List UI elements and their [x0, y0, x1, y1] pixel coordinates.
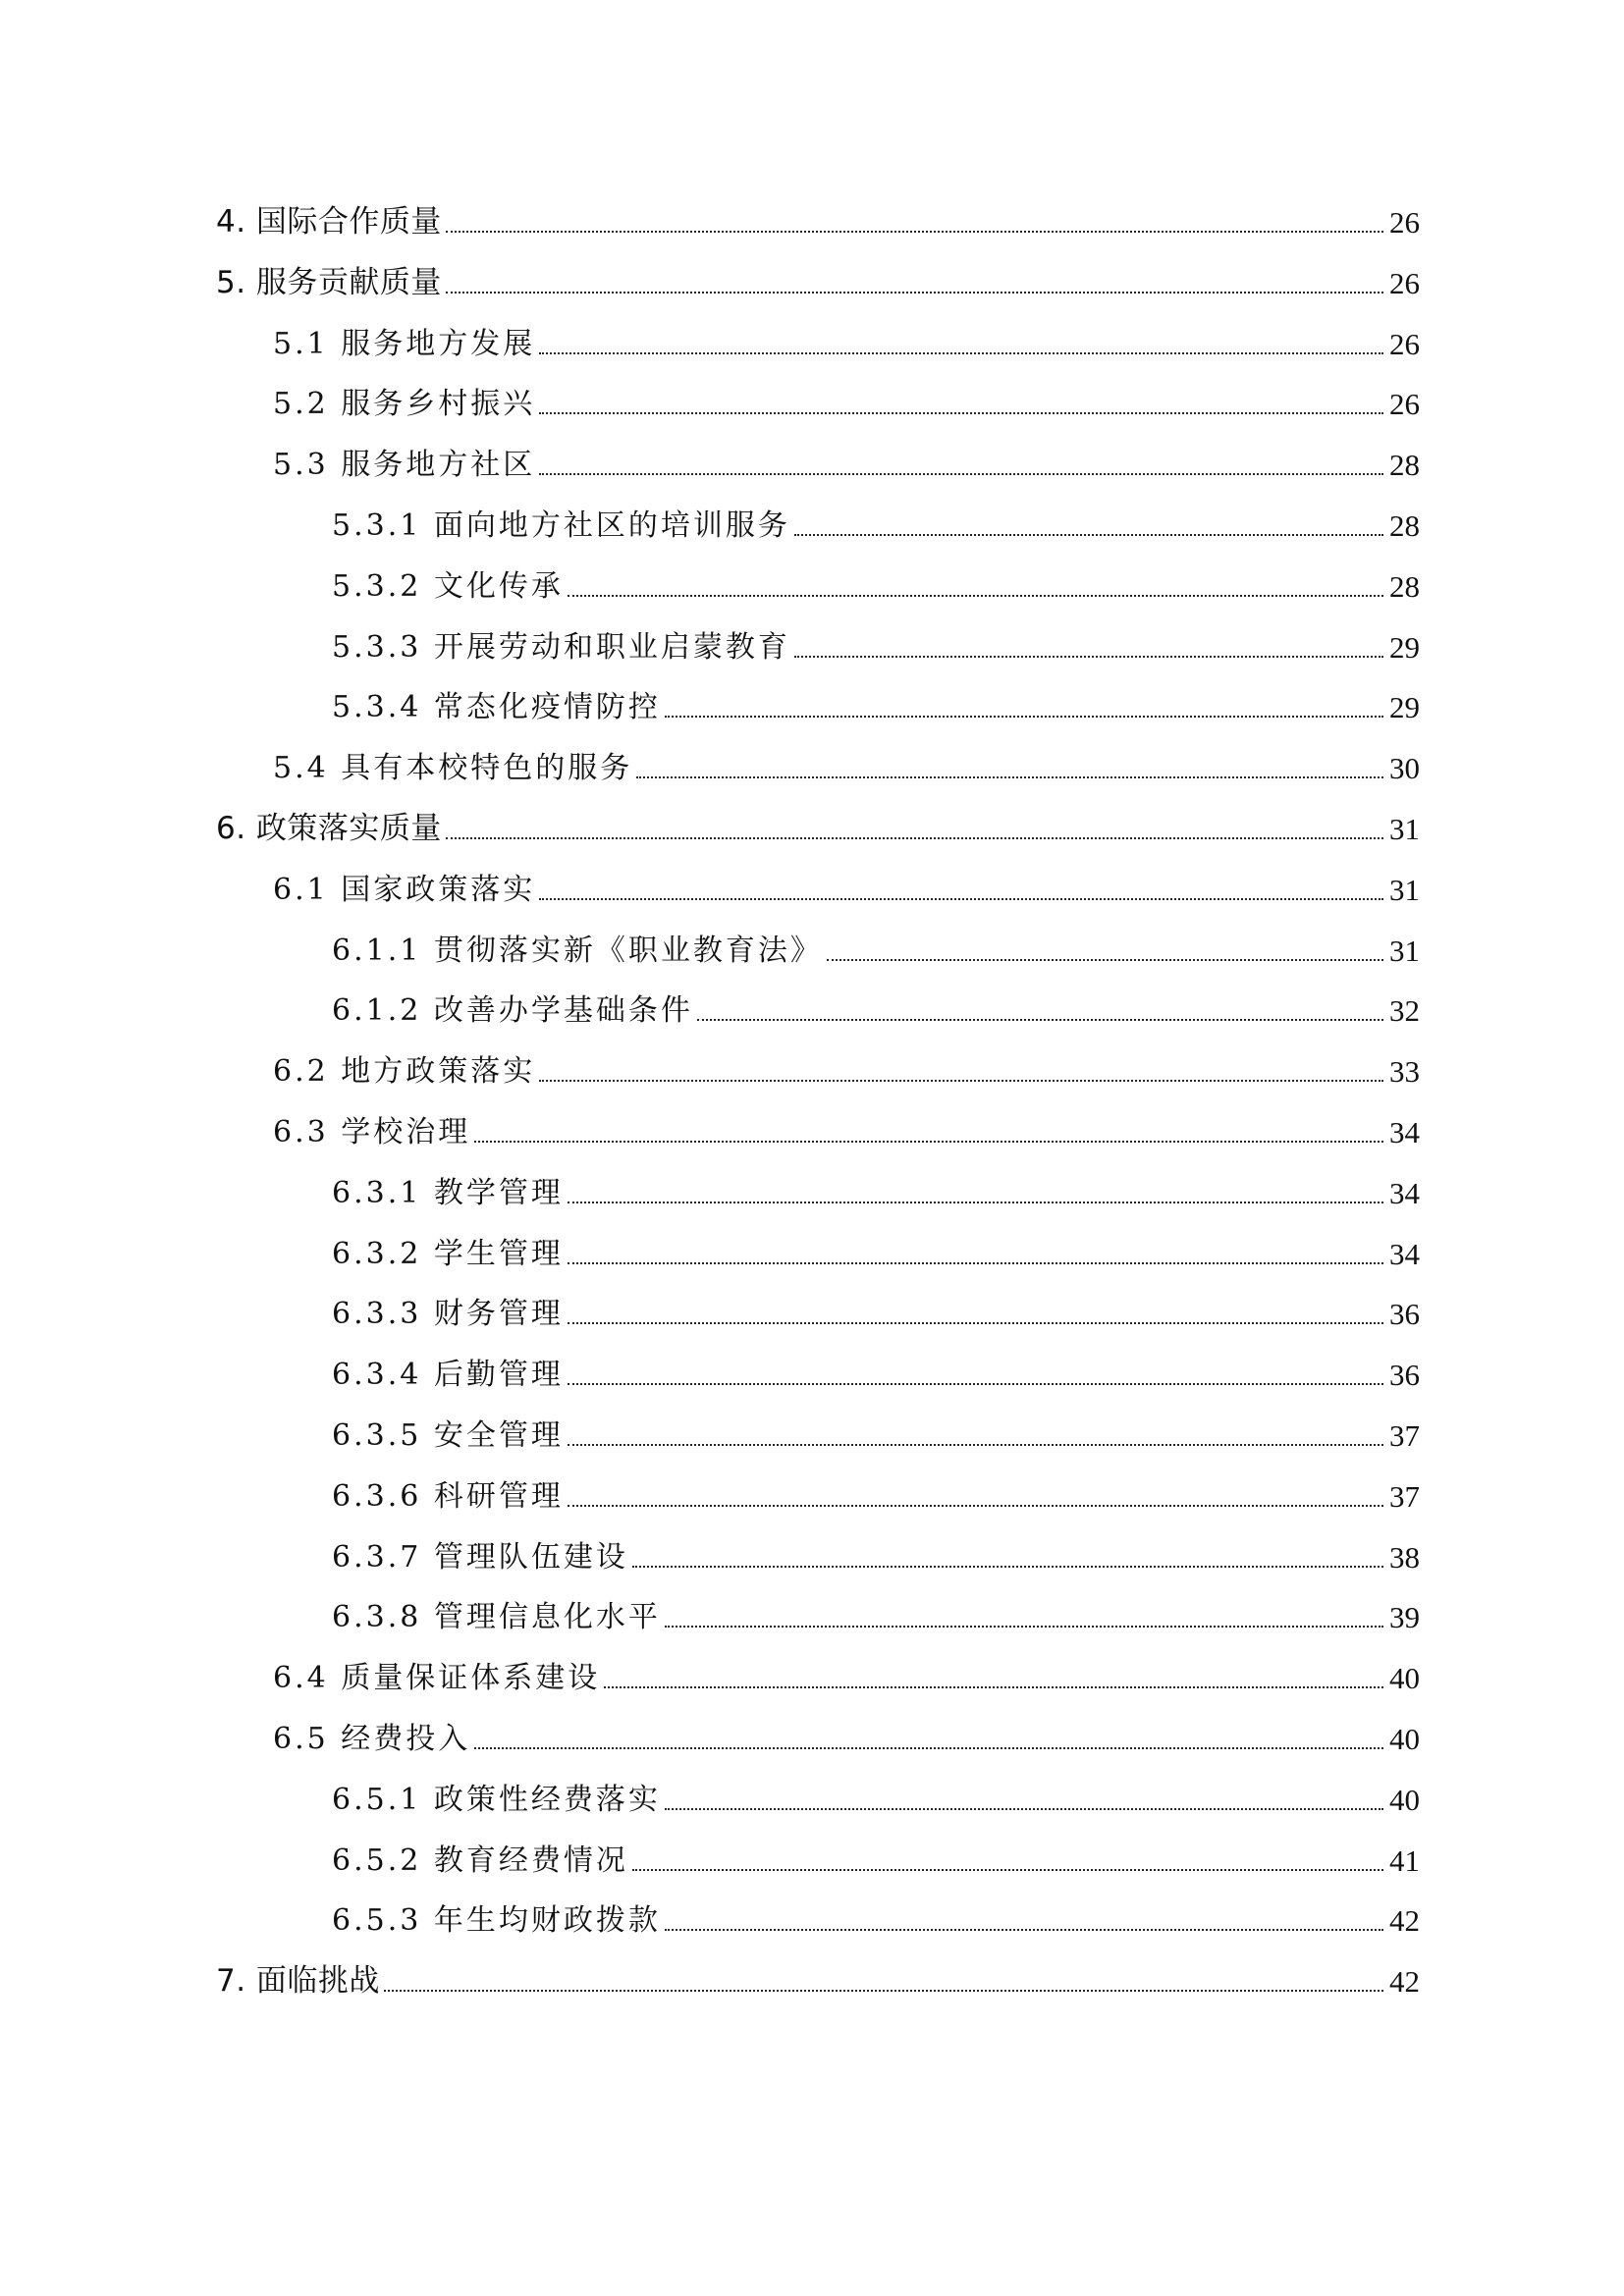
- toc-entry-title: 6.3.2 学生管理: [332, 1236, 564, 1271]
- toc-entry-title: 5.3.2 文化传承: [332, 568, 564, 604]
- toc-entry[interactable]: [216, 196, 1420, 240]
- toc-page-number: 29: [1389, 629, 1420, 665]
- dot-leader: [636, 776, 1383, 778]
- toc-row[interactable]: [0, 1591, 1624, 1646]
- toc-entry[interactable]: [332, 500, 1420, 543]
- toc-row[interactable]: [0, 925, 1624, 980]
- dot-leader: [794, 656, 1383, 658]
- dot-leader: [539, 473, 1383, 475]
- dot-leader: [568, 1322, 1383, 1324]
- toc-entry[interactable]: [332, 1470, 1420, 1514]
- toc-page-number: 26: [1389, 265, 1420, 300]
- toc-entry-title: 6.3 学校治理: [273, 1115, 471, 1149]
- toc-entry[interactable]: [273, 1106, 1420, 1149]
- toc-page-number: 40: [1389, 1782, 1420, 1817]
- toc-page-number: 30: [1389, 751, 1420, 786]
- toc-page-number: 42: [1389, 1964, 1420, 2000]
- toc-entry-title: 5.2 服务乡村振兴: [273, 387, 536, 422]
- toc-entry[interactable]: [332, 1349, 1420, 1392]
- toc-entry[interactable]: [273, 378, 1420, 421]
- dot-leader: [568, 595, 1383, 597]
- toc-row[interactable]: [0, 1349, 1624, 1404]
- toc-entry-title: 5.1 服务地方发展: [273, 326, 536, 361]
- toc-page-number: 28: [1389, 508, 1420, 543]
- toc-entry[interactable]: [273, 864, 1420, 907]
- toc-row[interactable]: [0, 681, 1624, 736]
- toc-page-number: 34: [1389, 1236, 1420, 1271]
- toc-entry[interactable]: [332, 985, 1420, 1028]
- toc-entry[interactable]: [273, 1045, 1420, 1089]
- toc-entry-title: 6.5.3 年生均财政拨款: [332, 1903, 661, 1939]
- toc-page-number: 32: [1389, 993, 1420, 1029]
- toc-entry-title: 6.5.1 政策性经费落实: [332, 1782, 661, 1817]
- toc-row[interactable]: [0, 1045, 1624, 1100]
- toc-entry[interactable]: [332, 1835, 1420, 1878]
- toc-row[interactable]: [0, 1410, 1624, 1465]
- dot-leader: [474, 1747, 1383, 1749]
- toc-entry-title: 5.3.3 开展劳动和职业启蒙教育: [332, 629, 790, 665]
- toc-row[interactable]: [0, 439, 1624, 494]
- toc-row[interactable]: [0, 1652, 1624, 1707]
- toc-page-number: 29: [1389, 690, 1420, 725]
- dot-leader: [604, 1686, 1383, 1688]
- toc-page-number: 41: [1389, 1842, 1420, 1878]
- toc-page-number: 28: [1389, 448, 1420, 483]
- dot-leader: [568, 1201, 1383, 1203]
- toc-entry[interactable]: [216, 257, 1420, 300]
- dot-leader: [446, 231, 1383, 233]
- toc-entry[interactable]: [273, 742, 1420, 785]
- toc-row[interactable]: [0, 1470, 1624, 1525]
- dot-leader: [384, 1990, 1383, 1992]
- toc-row[interactable]: [0, 621, 1624, 676]
- toc-entry-title: 5.3 服务地方社区: [273, 448, 536, 483]
- toc-row[interactable]: [0, 1106, 1624, 1161]
- toc-row[interactable]: [0, 864, 1624, 919]
- dot-leader: [665, 1808, 1383, 1810]
- toc-row[interactable]: [0, 1167, 1624, 1222]
- dot-leader: [632, 1566, 1383, 1568]
- toc-entry[interactable]: [216, 803, 1420, 846]
- toc-entry[interactable]: [332, 1288, 1420, 1331]
- toc-entry[interactable]: [332, 1591, 1420, 1634]
- dot-leader: [539, 898, 1383, 900]
- toc-page-number: 36: [1389, 1358, 1420, 1393]
- toc-entry[interactable]: [332, 1228, 1420, 1271]
- dot-leader: [539, 352, 1383, 354]
- toc-entry[interactable]: [216, 1955, 1420, 1999]
- toc-page-number: 31: [1389, 812, 1420, 846]
- toc-row[interactable]: [0, 1895, 1624, 1949]
- toc-entry[interactable]: [332, 621, 1420, 665]
- toc-entry-title: 6.3.1 教学管理: [332, 1175, 564, 1210]
- toc-row[interactable]: [0, 1955, 1624, 2010]
- toc-entry[interactable]: [332, 1774, 1420, 1817]
- toc-entry-title: 6.1.2 改善办学基础条件: [332, 993, 693, 1029]
- toc-page-number: 37: [1389, 1418, 1420, 1453]
- toc-entry[interactable]: [332, 1410, 1420, 1453]
- toc-row[interactable]: [0, 1774, 1624, 1829]
- dot-leader: [697, 1019, 1383, 1021]
- toc-page-number: 31: [1389, 872, 1420, 907]
- toc-row[interactable]: [0, 985, 1624, 1040]
- dot-leader: [827, 959, 1383, 961]
- toc-page-number: 37: [1389, 1478, 1420, 1514]
- dot-leader: [794, 534, 1383, 536]
- dot-leader: [539, 412, 1383, 414]
- toc-entry-title: 5.3.4 常态化疫情防控: [332, 690, 661, 725]
- toc-entry-title: 6.3.6 科研管理: [332, 1478, 564, 1514]
- dot-leader: [632, 1869, 1383, 1871]
- toc-entry-title: 6. 政策落实质量: [216, 811, 442, 846]
- toc-page-number: 38: [1389, 1539, 1420, 1575]
- toc-row[interactable]: [0, 803, 1624, 858]
- dot-leader: [665, 1929, 1383, 1931]
- toc-entry-title: 6.3.3 财务管理: [332, 1297, 564, 1332]
- toc-row[interactable]: [0, 1228, 1624, 1283]
- toc-entry-title: 6.3.8 管理信息化水平: [332, 1600, 661, 1635]
- toc-page-number: 31: [1389, 933, 1420, 968]
- toc-page-number: 26: [1389, 205, 1420, 240]
- dot-leader: [568, 1383, 1383, 1385]
- toc-entry[interactable]: [273, 439, 1420, 482]
- toc-row[interactable]: [0, 561, 1624, 615]
- toc-entry[interactable]: [332, 561, 1420, 604]
- toc-row[interactable]: [0, 378, 1624, 433]
- dot-leader: [568, 1444, 1383, 1446]
- toc-row[interactable]: [0, 500, 1624, 555]
- toc-row[interactable]: [0, 1713, 1624, 1768]
- toc-page-number: 33: [1389, 1054, 1420, 1090]
- toc-entry-title: 6.5.2 教育经费情况: [332, 1842, 628, 1878]
- dot-leader: [474, 1141, 1383, 1143]
- toc-entry-title: 6.3.7 管理队伍建设: [332, 1539, 628, 1575]
- dot-leader: [446, 837, 1383, 839]
- toc-entry-title: 5. 服务贡献质量: [216, 264, 442, 300]
- toc-page-number: 28: [1389, 568, 1420, 604]
- toc-entry-title: 6.3.5 安全管理: [332, 1418, 564, 1453]
- toc-entry[interactable]: [332, 681, 1420, 724]
- toc-entry-title: 6.3.4 后勤管理: [332, 1358, 564, 1393]
- toc-page-number: 40: [1389, 1661, 1420, 1696]
- toc-page-number: 42: [1389, 1903, 1420, 1939]
- toc-entry-title: 5.3.1 面向地方社区的培训服务: [332, 508, 790, 543]
- toc-entry-title: 6.1 国家政策落实: [273, 872, 536, 907]
- toc-page-number: 34: [1389, 1115, 1420, 1149]
- toc-page-number: 36: [1389, 1297, 1420, 1332]
- toc-entry-title: 6.2 地方政策落实: [273, 1054, 536, 1090]
- toc-entry[interactable]: [273, 1652, 1420, 1695]
- toc-page-number: 40: [1389, 1722, 1420, 1756]
- toc-row[interactable]: [0, 1288, 1624, 1343]
- dot-leader: [446, 292, 1383, 294]
- dot-leader: [568, 1505, 1383, 1507]
- dot-leader: [665, 716, 1383, 718]
- dot-leader: [539, 1080, 1383, 1082]
- toc-row[interactable]: [0, 1531, 1624, 1586]
- toc-entry[interactable]: [332, 1167, 1420, 1210]
- toc-entry[interactable]: [332, 925, 1420, 968]
- toc-entry-title: 4. 国际合作质量: [216, 204, 442, 240]
- toc-entry-title: 5.4 具有本校特色的服务: [273, 751, 633, 786]
- toc-entry-title: 6.5 经费投入: [273, 1722, 471, 1756]
- toc-entry-title: 6.1.1 贯彻落实新《职业教育法》: [332, 933, 823, 968]
- toc-row[interactable]: [0, 1835, 1624, 1890]
- toc-page-number: 26: [1389, 387, 1420, 422]
- toc-row[interactable]: [0, 196, 1624, 251]
- toc-entry[interactable]: [332, 1895, 1420, 1938]
- toc-entry[interactable]: [273, 318, 1420, 361]
- toc-entry-title: 7. 面临挑战: [216, 1963, 380, 2000]
- dot-leader: [568, 1262, 1383, 1264]
- toc-page-number: 39: [1389, 1600, 1420, 1635]
- toc-entry-title: 6.4 质量保证体系建设: [273, 1661, 601, 1696]
- toc-entry[interactable]: [273, 1713, 1420, 1756]
- toc-entry[interactable]: [332, 1531, 1420, 1575]
- toc-row[interactable]: [0, 318, 1624, 373]
- dot-leader: [665, 1626, 1383, 1628]
- toc-row[interactable]: [0, 742, 1624, 797]
- toc-row[interactable]: [0, 257, 1624, 312]
- toc-page-number: 26: [1389, 326, 1420, 361]
- toc-page-number: 34: [1389, 1175, 1420, 1210]
